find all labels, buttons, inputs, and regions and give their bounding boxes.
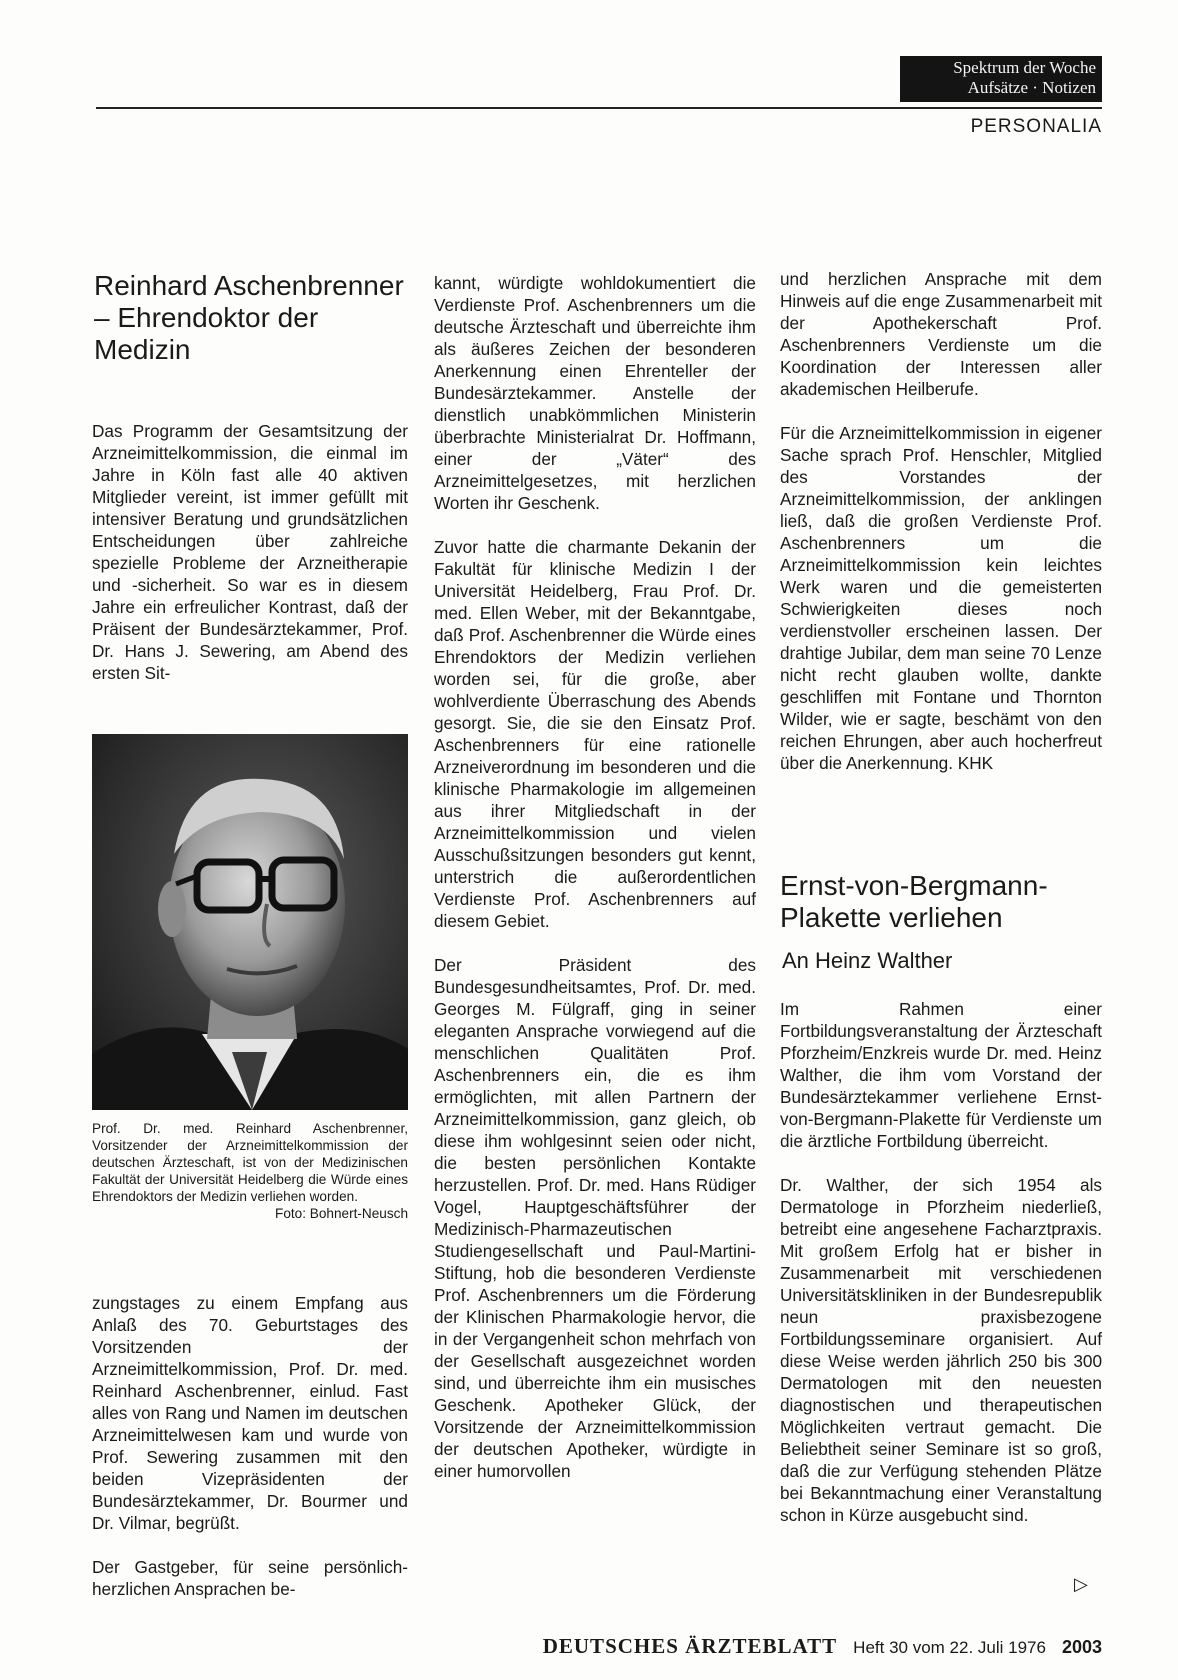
- issue-info: Heft 30 vom 22. Juli 1976: [853, 1638, 1046, 1657]
- article1-column1-top: [92, 420, 408, 684]
- article2-subheadline: An Heinz Walther: [782, 948, 953, 973]
- article1-paragraph: zungstages zu einem Empfang aus Anlaß des 70. Geburtstages des Vorsitzenden der Arzneimittelkommission, Prof. Dr. med. Reinhard Aschenbrenner, einlud. Fast alles von Rang und Namen im deutschen Arzneimittelwesen kam und wurde von Prof. Sewering zusammen mit den beiden Vizepräsidenten der Bundesärztekammer, Dr. Bourmer und Dr. Vilmar, begrüßt.: [92, 1293, 408, 1533]
- page-number: 2003: [1061, 1637, 1102, 1657]
- photo-caption-text: Prof. Dr. med. Reinhard Aschenbrenner, Vorsitzender der Arzneimittelkommission der deutschen Ärzteschaft, ist von der Medizinischen Fakultät der Universität Heidelberg die Würde eines Ehrendoktors der Medizin verliehen worden.: [92, 1121, 408, 1204]
- article1-paragraph: Das Programm der Gesamtsitzung der Arzneimittelkommission, die einmal im Jahre in Köln fast alle 40 aktiven Mitglieder vereint, ist immer gefüllt mit intensiver Beratung und grundsätzlichen Entscheidungen über zahlreiche spezielle Probleme der Arzneitherapie und -sicherheit. So war es in diesem Jahre ein erfreulicher Kontrast, daß der Präisent der Bundesärztekammer, Prof. Dr. Hans J. Sewering, am Abend des ersten Sit-: [92, 421, 408, 683]
- article1-column3: [780, 268, 1102, 774]
- photo-credit: Foto: Bohnert-Neusch: [275, 1206, 408, 1221]
- article1-column2: [434, 272, 756, 1482]
- article1-paragraph: Der Präsident des Bundesgesundheitsamtes, Prof. Dr. med. Georges M. Fülgraff, ging in seiner eleganten Ansprache vorwiegend auf die menschlichen Qualitäten Prof. Aschenbrenners ein, die es ihm ermöglichten, mit allen Partnern der Arzneimittelkommission, ganz gleich, ob diese ihm wohlgesinnt seien oder nicht, die besten persönlichen Kontakte herzustellen. Prof. Dr. med. Hans Rüdiger Vogel, Hauptgeschäftsführer der Medizinisch-Pharmazeutischen Studiengesellschaft und Paul-Martini-Stiftung, hob die besonderen Verdienste Prof. Aschenbrenners um die Förderung der Klinischen Pharmakologie hervor, die in der Vergangenheit schon mehrfach von der Gesellschaft ausgezeichnet worden sind, und überreichte ihm ein musisches Geschenk. Apotheker Glück, der Vorsitzende der Arzneimittelkommission der deutschen Apotheker, würdigte in einer humorvollen: [434, 955, 756, 1481]
- article2-paragraph: Im Rahmen einer Fortbildungsveranstaltung der Ärzteschaft Pforzheim/Enzkreis wurde Dr. med. Heinz Walther, die ihm vom Vorstand der Bundesärztekammer verliehene Ernst-von-Bergmann-Plakette für Verdienste um die ärztliche Fortbildung überreicht.: [780, 999, 1102, 1151]
- header-rule: [96, 107, 1102, 109]
- article1-paragraph: kannt, würdigte wohldokumentiert die Verdienste Prof. Aschenbrenners um die deutsche Ärzteschaft und überreichte ihm als äußeres Zeichen der besonderen Anerkennung einen Ehrenteller der Bundesärztekammer. Anstelle der dienstlich unabkömmlichen Ministerin überbrachte Ministerialrat Dr. Hoffmann, einer der „Väter“ des Arzneimittelgesetzes, mit herzlichen Worten ihr Geschenk.: [434, 273, 756, 513]
- article1-paragraph: und herzlichen Ansprache mit dem Hinweis auf die enge Zusammenarbeit mit der Apothekerschaft Prof. Aschenbrenners Verdienste um die Koordination der Interessen aller akademischen Heilberufe.: [780, 269, 1102, 399]
- article1-paragraph: Zuvor hatte die charmante Dekanin der Fakultät für klinische Medizin I der Universität Heidelberg, Frau Prof. Dr. med. Ellen Weber, mit der Bekanntgabe, daß Prof. Aschenbrenner die Würde eines Ehrendoktors der Medizin verliehen worden sei, für die große, aber wohlverdiente Überraschung des Abends gesorgt. Sie, die sie den Einsatz Prof. Aschenbrenners für eine rationelle Arzneiverordnung im besonderen und die klinische Pharmakologie im allgemeinen aus ihrer Mitgliedschaft in der Arzneimittelkommission und vielen Ausschußsitzungen besonders gut kennt, unterstrich die außerordentlichen Verdienste Prof. Aschenbrenners auf diesem Gebiet.: [434, 537, 756, 931]
- rubric-label: PERSONALIA: [970, 116, 1102, 137]
- article2-headline: Ernst-von-Bergmann-Plakette verliehen: [780, 870, 1048, 933]
- photo-caption: [92, 1120, 408, 1222]
- article1-headline: Reinhard Aschenbrenner – Ehrendoktor der Medizin: [94, 270, 404, 365]
- article1-paragraph: Für die Arzneimittelkommission in eigener Sache sprach Prof. Henschler, Mitglied des Vorstandes der Arzneimittelkommission, der anklingen ließ, daß die großen Verdienste Prof. Aschenbrenners um die Arzneimittelkommission kein leichtes Werk waren und die gemeisterten Schwierigkeiten dieses noch verdienstvoller erscheinen lassen. Der drahtige Jubilar, dem man seine 70 Lenze nicht recht glauben wollte, dankte geschliffen mit Fontane und Thornton Wilder, wie er sagte, beschämt von den reichen Ehrungen, aber auch hocherfreut über die Anerkennung. KHK: [780, 423, 1102, 773]
- continue-arrow-icon: ▷: [1074, 1574, 1088, 1595]
- page-footer: [543, 1634, 1102, 1659]
- article1-paragraph: Der Gastgeber, für seine persönlich-herzlichen Ansprachen be-: [92, 1557, 408, 1599]
- article1-column1-bottom: [92, 1292, 408, 1600]
- portrait-photo: [92, 734, 408, 1110]
- section-label-line2: Aufsätze · Notizen: [967, 78, 1096, 97]
- section-label-box: [900, 56, 1102, 102]
- article2-body: [780, 998, 1102, 1526]
- section-label-line1: Spektrum der Woche: [953, 58, 1096, 77]
- journal-title: DEUTSCHES ÄRZTEBLATT: [542, 1634, 838, 1658]
- article2-paragraph: Dr. Walther, der sich 1954 als Dermatologe in Pforzheim niederließ, betreibt eine angesehene Facharztpraxis. Mit großem Erfolg hat er bisher in Zusammenarbeit mit verschiedenen Universitätskliniken in der Bundesrepublik neun praxisbezogene Fortbildungsseminare organisiert. Auf diese Weise werden jährlich 250 bis 300 Dermatologen mit den neuesten diagnostischen und therapeutischen Möglichkeiten vertraut gemacht. Die Beliebtheit seiner Seminare ist so groß, daß die zur Verfügung stehenden Plätze bei Bekanntmachung einer Veranstaltung schon in Kürze ausgebucht sind.: [780, 1175, 1102, 1525]
